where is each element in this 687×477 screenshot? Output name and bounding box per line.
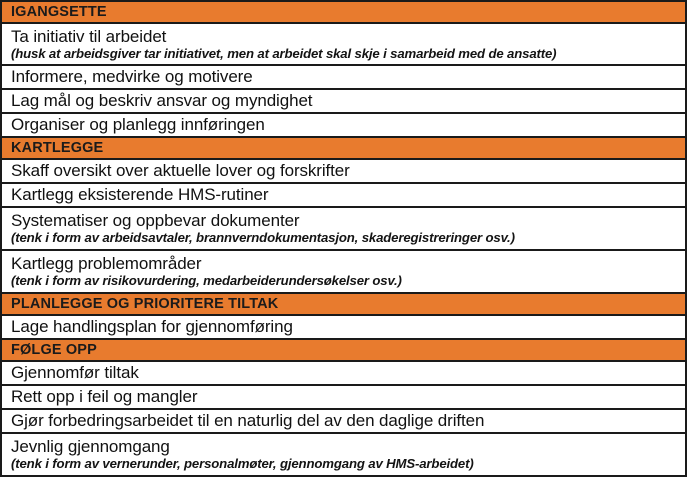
table-row	[1, 385, 686, 409]
table-row	[1, 183, 686, 207]
table-row	[1, 361, 686, 385]
section-header-cell-igangsette	[1, 1, 686, 23]
item-note: (tenk i form av vernerunder, personalmøter, gjennomgang av HMS-arbeidet)	[11, 456, 474, 472]
item-cell	[1, 250, 686, 293]
item-label: Informere, medvirke og motivere	[11, 67, 253, 87]
item-cell	[1, 207, 686, 250]
item-cell	[1, 409, 686, 433]
item-label: Skaff oversikt over aktuelle lover og forskrifter	[11, 161, 350, 181]
table-row	[1, 433, 686, 476]
table-row	[1, 159, 686, 183]
section-header-row	[1, 137, 686, 159]
table-row	[1, 315, 686, 339]
item-label: Organiser og planlegg innføringen	[11, 115, 265, 135]
section-header-label: IGANGSETTE	[11, 3, 107, 20]
item-cell	[1, 361, 686, 385]
table-row	[1, 65, 686, 89]
item-note: (tenk i form av arbeidsavtaler, brannverndokumentasjon, skaderegistreringer osv.)	[11, 230, 515, 246]
item-cell	[1, 89, 686, 113]
table-row	[1, 207, 686, 250]
item-cell	[1, 65, 686, 89]
item-cell	[1, 385, 686, 409]
section-header-row	[1, 339, 686, 361]
item-label: Lage handlingsplan for gjennomføring	[11, 317, 293, 337]
item-cell	[1, 23, 686, 65]
section-header-label: KARTLEGGE	[11, 139, 104, 156]
item-label: Jevnlig gjennomgang	[11, 437, 170, 457]
item-label: Ta initiativ til arbeidet	[11, 26, 167, 46]
section-header-cell-planlegge	[1, 293, 686, 315]
section-header-row	[1, 1, 686, 23]
table-body	[1, 1, 686, 476]
table-row	[1, 89, 686, 113]
section-header-row	[1, 293, 686, 315]
table-row	[1, 113, 686, 137]
item-label: Lag mål og beskriv ansvar og myndighet	[11, 91, 313, 111]
section-header-cell-kartlegge	[1, 137, 686, 159]
item-cell	[1, 315, 686, 339]
section-header-cell-folge-opp	[1, 339, 686, 361]
item-label: Gjør forbedringsarbeidet til en naturlig del av den daglige driften	[11, 411, 485, 431]
item-label: Systematiser og oppbevar dokumenter	[11, 211, 300, 231]
item-note: (husk at arbeidsgiver tar initiativet, men at arbeidet skal skje i samarbeid med de ansatte)	[11, 45, 557, 61]
section-header-label: FØLGE OPP	[11, 341, 97, 358]
item-cell	[1, 113, 686, 137]
item-label: Rett opp i feil og mangler	[11, 387, 198, 407]
item-cell	[1, 159, 686, 183]
table-row	[1, 250, 686, 293]
item-label: Gjennomfør tiltak	[11, 363, 139, 383]
table-row	[1, 23, 686, 65]
item-label: Kartlegg eksisterende HMS-rutiner	[11, 185, 269, 205]
table-row	[1, 409, 686, 433]
section-header-label: PLANLEGGE OG PRIORITERE TILTAK	[11, 295, 279, 312]
item-label: Kartlegg problemområder	[11, 254, 202, 274]
item-cell	[1, 183, 686, 207]
item-note: (tenk i form av risikovurdering, medarbeiderundersøkelser osv.)	[11, 273, 402, 289]
item-cell	[1, 433, 686, 476]
